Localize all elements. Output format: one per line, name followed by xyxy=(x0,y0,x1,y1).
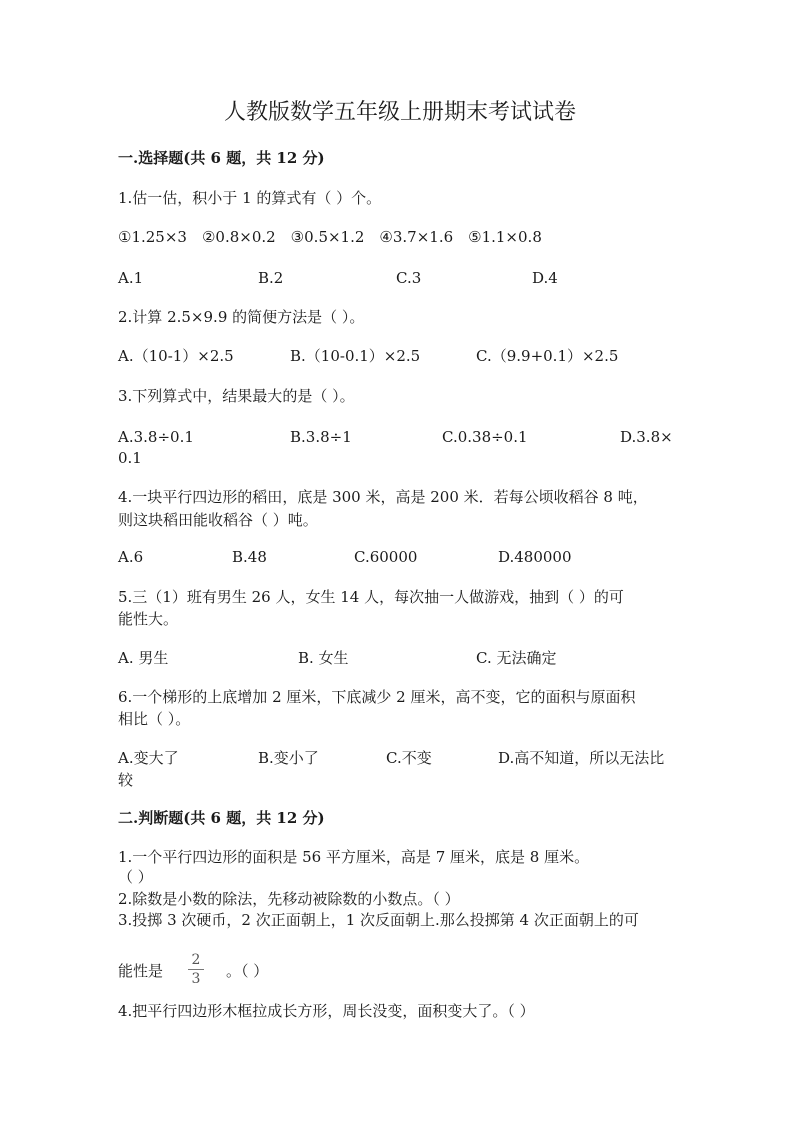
question-1-items: ①1.25×3 ②0.8×0.2 ③0.5×1.2 ④3.7×1.6 ⑤1.1×0.8 xyxy=(118,228,542,246)
question-6-option-a: A.变大了 xyxy=(118,749,179,767)
question-3-stem: 3.下列算式中，结果最大的是（ ）。 xyxy=(118,387,355,405)
question-3-option-d-cont: 0.1 xyxy=(118,449,142,467)
fraction-denominator: 3 xyxy=(191,971,201,987)
question-3-option-b: B.3.8÷1 xyxy=(290,428,352,446)
question-1-option-c: C.3 xyxy=(396,269,422,287)
question-1-option-d: D.4 xyxy=(532,269,558,287)
fraction-numerator: 2 xyxy=(191,952,201,968)
question-2-option-b: B.（10-0.1）×2.5 xyxy=(290,347,421,365)
question-5-stem-line-1: 5.三（1）班有男生 26 人，女生 14 人，每次抽一人做游戏，抽到（ ）的可 xyxy=(118,588,624,606)
question-3-option-c: C.0.38÷0.1 xyxy=(442,428,528,446)
question-4-option-b: B.48 xyxy=(232,548,267,566)
question-1-option-b: B.2 xyxy=(258,269,284,287)
question-4-option-a: A.6 xyxy=(118,548,144,566)
question-5-option-b: B. 女生 xyxy=(298,649,349,667)
section-heading-judge: 二.判断题(共 6 题，共 12 分) xyxy=(118,809,325,827)
judge-1-line-2: （ ） xyxy=(118,868,153,886)
question-4-stem-line-1: 4.一块平行四边形的稻田，底是 300 米，高是 200 米．若每公顷收稻谷 8 吨， xyxy=(118,488,648,506)
judge-2: 2.除数是小数的除法，先移动被除数的小数点。（ ） xyxy=(118,890,460,908)
judge-3-line-1: 3.投掷 3 次硬币，2 次正面朝上，1 次反面朝上.那么投掷第 4 次正面朝上的可 xyxy=(118,911,639,929)
question-4-stem-line-2: 则这块稻田能收稻谷（ ）吨。 xyxy=(118,511,318,529)
question-6-stem-line-1: 6.一个梯形的上底增加 2 厘米，下底减少 2 厘米，高不变，它的面积与原面积 xyxy=(118,688,636,706)
question-6-option-c: C.不变 xyxy=(386,749,432,767)
judge-3-prefix: 能性是 xyxy=(118,962,164,980)
judge-1-line-1: 1.一个平行四边形的面积是 56 平方厘米，高是 7 厘米，底是 8 厘米。 xyxy=(118,848,590,866)
question-1-stem: 1.估一估，积小于 1 的算式有（ ）个。 xyxy=(118,189,382,207)
question-5-stem-line-2: 能性大。 xyxy=(118,610,179,628)
question-2-option-c: C.（9.9+0.1）×2.5 xyxy=(476,347,619,365)
question-6-stem-line-2: 相比（ ）。 xyxy=(118,710,191,728)
question-6-option-d-cont: 较 xyxy=(118,771,134,789)
judge-3-fraction xyxy=(186,952,206,987)
question-5-option-a: A. 男生 xyxy=(118,649,169,667)
question-5-option-c: C. 无法确定 xyxy=(476,649,557,667)
question-4-option-d: D.480000 xyxy=(498,548,572,566)
question-2-stem: 2.计算 2.5×9.9 的简便方法是（ ）。 xyxy=(118,308,365,326)
question-1-option-a: A.1 xyxy=(118,269,144,287)
question-4-option-c: C.60000 xyxy=(354,548,418,566)
judge-3-suffix: 。（ ） xyxy=(226,962,269,980)
question-6-option-d: D.高不知道，所以无法比 xyxy=(498,749,665,767)
question-6-option-b: B.变小了 xyxy=(258,749,319,767)
question-2-option-a: A.（10-1）×2.5 xyxy=(118,347,234,365)
section-heading-choice: 一.选择题(共 6 题，共 12 分) xyxy=(118,149,325,167)
question-3-option-a: A.3.8÷0.1 xyxy=(118,428,194,446)
fraction-bar xyxy=(188,969,204,970)
page-title: 人教版数学五年级上册期末考试试卷 xyxy=(223,100,576,125)
judge-4: 4.把平行四边形木框拉成长方形，周长没变，面积变大了。（ ） xyxy=(118,1002,535,1020)
question-3-option-d: D.3.8× xyxy=(620,428,673,446)
